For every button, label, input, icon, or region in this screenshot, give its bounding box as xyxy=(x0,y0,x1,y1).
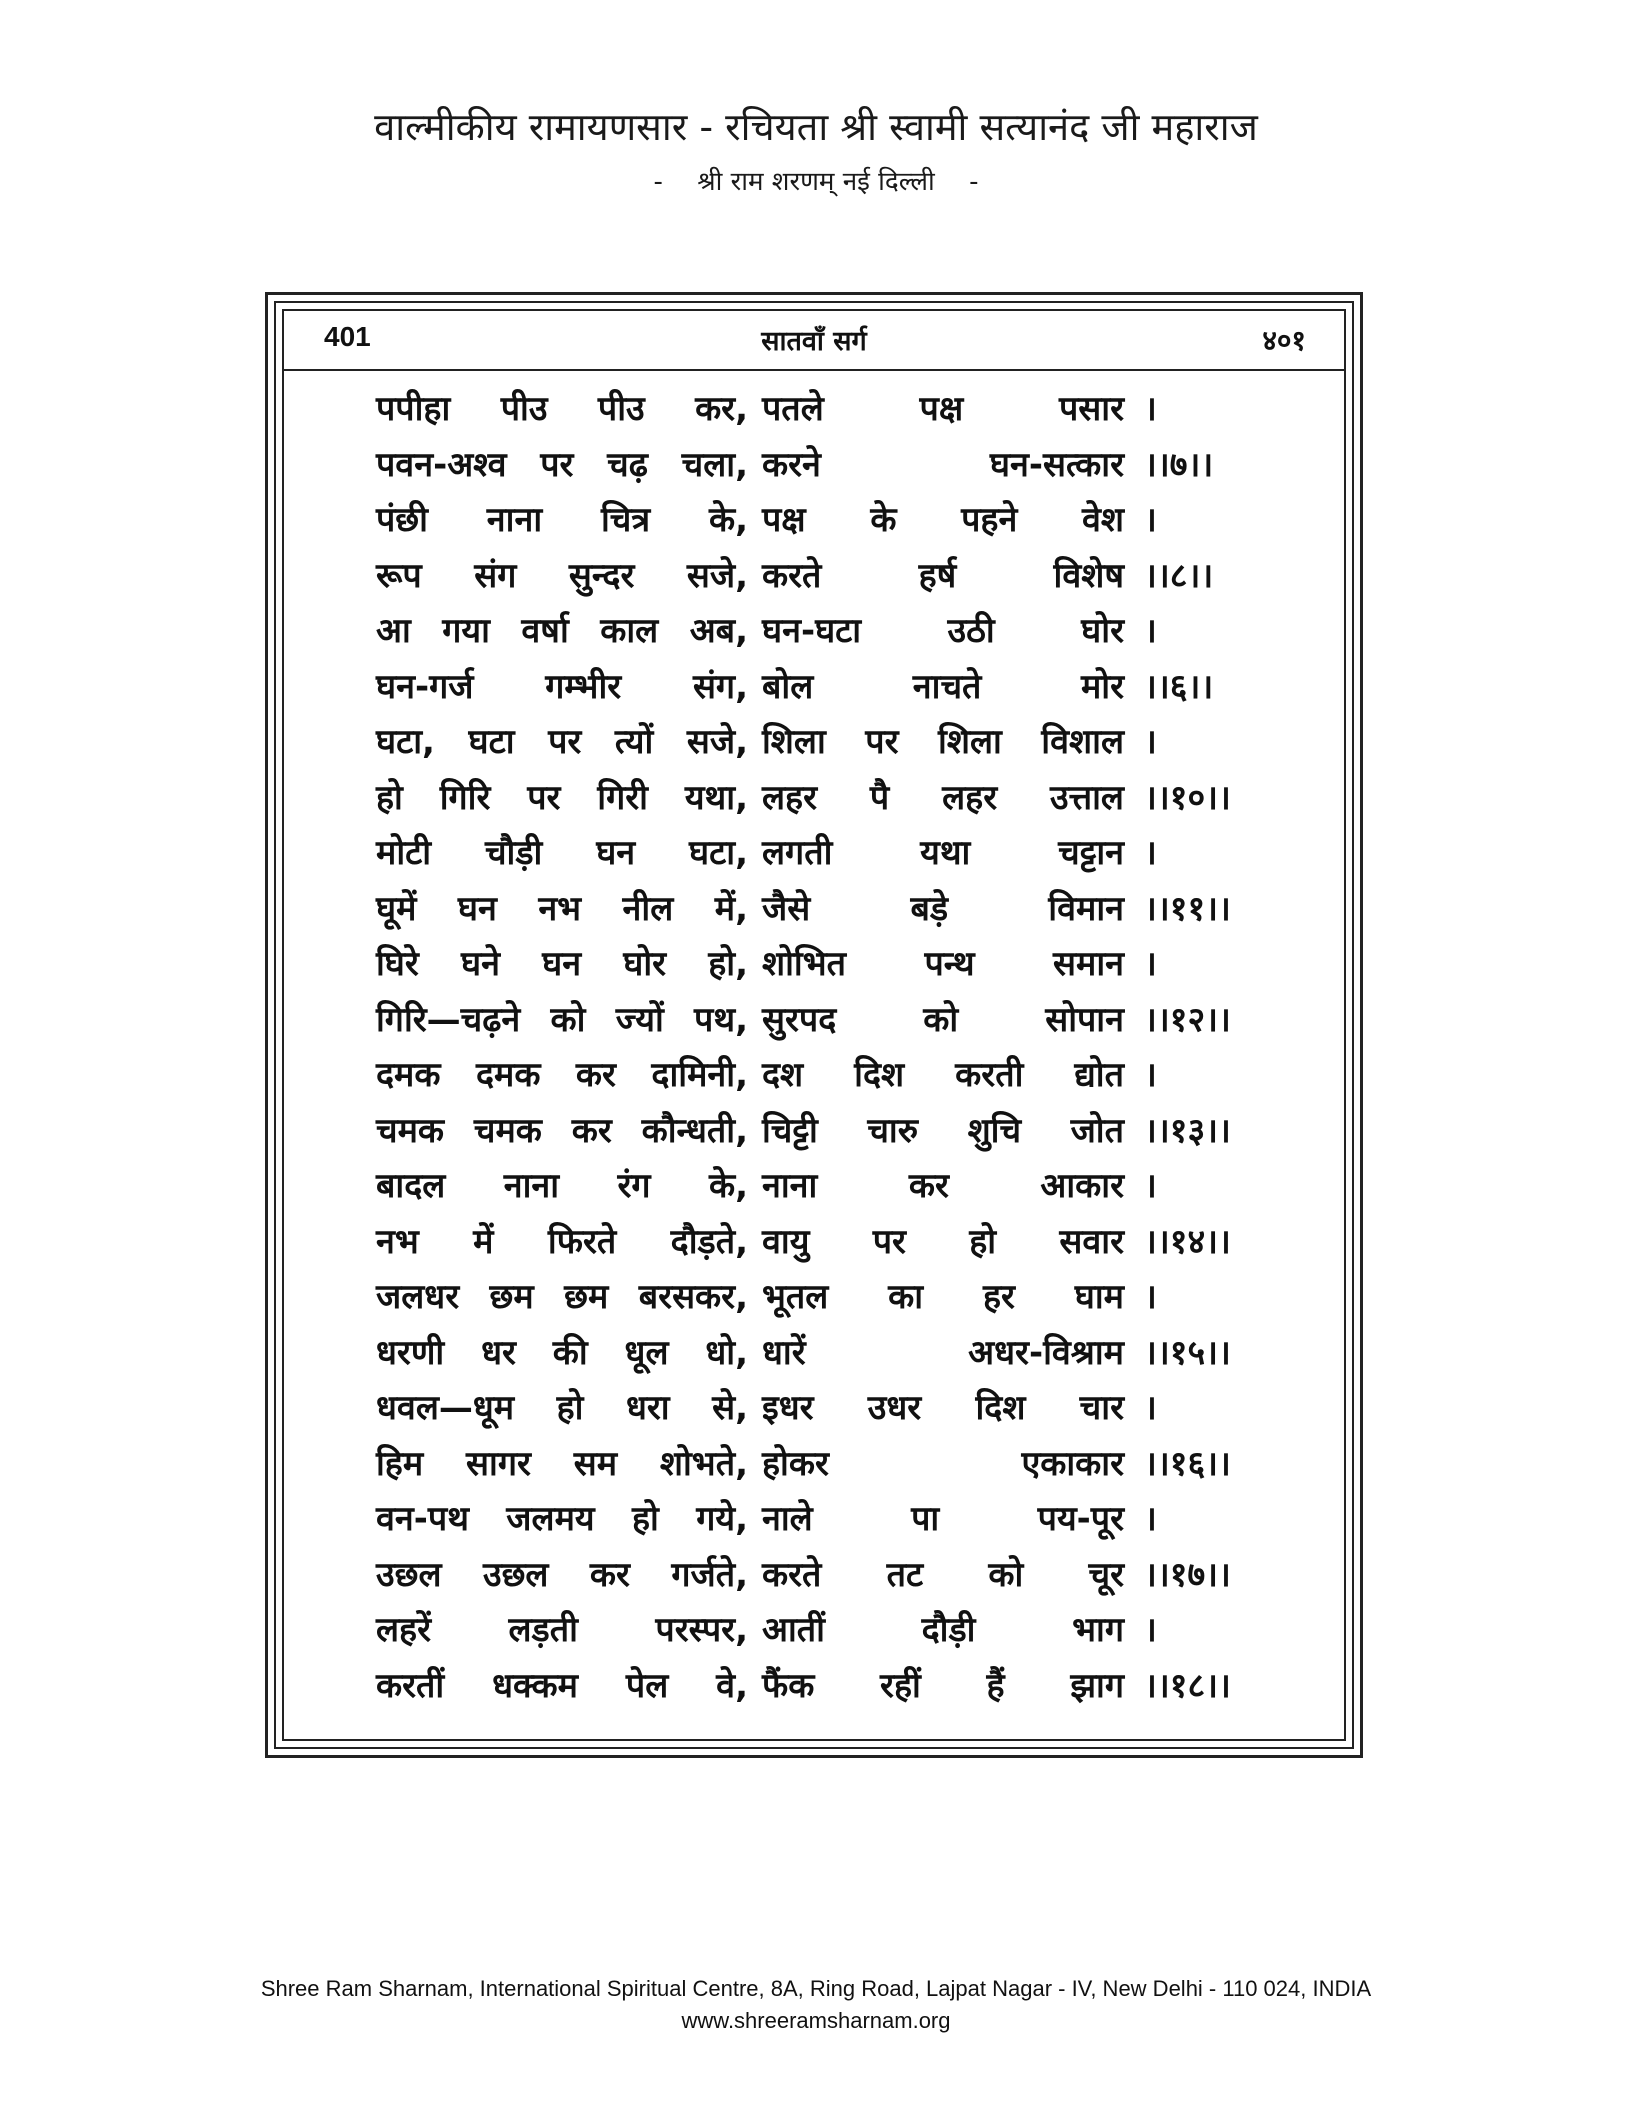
verse-first-half: बादल नाना रंग के, xyxy=(376,1166,748,1206)
verse-line xyxy=(284,881,1344,937)
verse-number-mark: । xyxy=(1144,1277,1157,1317)
verse-line xyxy=(284,659,1344,715)
verse-first-half: घिरे घने घन घोर हो, xyxy=(376,944,748,984)
verse-second-half: करने घन-सत्कार xyxy=(762,444,1124,485)
verse-second-half: वायु पर हो सवार xyxy=(762,1221,1124,1262)
verse-first-half: मोटी चौड़ी घन घटा, xyxy=(376,833,748,873)
verse-first-half: रूप संग सुन्दर सजे, xyxy=(376,555,748,596)
verse-number-mark: । xyxy=(1144,500,1157,540)
verse-line xyxy=(284,1158,1344,1214)
verse-second-half: भूतल का हर घाम xyxy=(762,1277,1124,1317)
verse-line xyxy=(284,936,1344,992)
verse-first-half: घटा, घटा पर त्यों सजे, xyxy=(376,722,748,762)
verse-number-mark: ।।७।। xyxy=(1144,444,1214,485)
verse-line xyxy=(284,1658,1344,1714)
verse-line xyxy=(284,1547,1344,1603)
verse-number-mark: । xyxy=(1144,611,1157,651)
verse-number-mark: । xyxy=(1144,944,1157,984)
verse-first-half: उछल उछल कर गर्जते, xyxy=(376,1554,748,1595)
verse-number-mark: ।।१८।। xyxy=(1144,1665,1231,1706)
verse-second-half: शिला पर शिला विशाल xyxy=(762,722,1124,762)
verse-first-half: जलधर छम छम बरसकर, xyxy=(376,1277,748,1317)
footer-address: Shree Ram Sharnam, International Spiritual Centre, 8A, Ring Road, Lajpat Nagar - IV, New Delhi - 110 024, INDIA xyxy=(260,1976,1372,2001)
verse-first-half: गिरि—चढ़ने को ज्यों पथ, xyxy=(376,999,748,1040)
verse-number-mark: ।।१०।। xyxy=(1144,777,1231,818)
verse-number-mark: । xyxy=(1144,833,1157,873)
verse-line xyxy=(284,1380,1344,1436)
verse-number-mark: । xyxy=(1144,1166,1157,1206)
verse-line xyxy=(284,1436,1344,1492)
verse-first-half: करतीं धक्कम पेल वे, xyxy=(376,1665,748,1706)
verse-second-half: बोल नाचते मोर xyxy=(762,666,1124,707)
verse-second-half: फैंक रहीं हैं झाग xyxy=(762,1665,1124,1706)
verse-line xyxy=(284,548,1344,604)
verse-line xyxy=(284,1602,1344,1658)
verse-second-half: जैसे बड़े विमान xyxy=(762,888,1124,929)
verse-second-half: चिट्टी चारु शुचि जोत xyxy=(762,1110,1124,1151)
verse-second-half: पतले पक्ष पसार xyxy=(762,389,1124,429)
verse-line xyxy=(284,1103,1344,1159)
page-number-arabic: 401 xyxy=(324,321,371,352)
verse-second-half: करते हर्ष विशेष xyxy=(762,555,1124,596)
subtitle-dash-right: - xyxy=(969,167,979,197)
verse-second-half: लगती यथा चट्टान xyxy=(762,833,1124,873)
verse-number-mark: । xyxy=(1144,389,1157,429)
verse-number-mark: ।।६।। xyxy=(1144,666,1214,707)
verse-line xyxy=(284,603,1344,659)
verse-first-half: हिम सागर सम शोभते, xyxy=(376,1443,748,1484)
verse-number-mark: ।।११।। xyxy=(1144,888,1231,929)
verse-first-half: पवन-अश्व पर चढ़ चला, xyxy=(376,444,748,485)
verse-line xyxy=(284,1214,1344,1270)
verse-first-half: धवल—धूम हो धरा से, xyxy=(376,1388,748,1428)
verse-line xyxy=(284,381,1344,437)
verse-first-half: लहरें लड़ती परस्पर, xyxy=(376,1610,748,1650)
page-header xyxy=(284,311,1344,371)
verse-number-mark: ।।१६।। xyxy=(1144,1443,1231,1484)
verse-second-half: पक्ष के पहने वेश xyxy=(762,500,1124,540)
subtitle-text: श्री राम शरणम् नई दिल्ली xyxy=(697,167,935,197)
document-title: वाल्मीकीय रामायणसार - रचियता श्री स्वामी सत्यानंद जी महाराज xyxy=(374,105,1258,149)
verse-number-mark: । xyxy=(1144,1388,1157,1428)
verse-second-half: आतीं दौड़ी भाग xyxy=(762,1610,1124,1650)
footer-website: www.shreeramsharnam.org xyxy=(681,2008,951,2033)
page-number-devanagari: ४०१ xyxy=(1262,324,1306,357)
subtitle-dash-left: - xyxy=(653,167,663,197)
verse-line xyxy=(284,1047,1344,1103)
verse-first-half: दमक दमक कर दामिनी, xyxy=(376,1055,748,1095)
verse-number-mark: ।।१४।। xyxy=(1144,1221,1231,1262)
verse-second-half: दश दिश करती द्योत xyxy=(762,1055,1124,1095)
verse-line xyxy=(284,825,1344,881)
verse-second-half: शोभित पन्थ समान xyxy=(762,944,1124,984)
verse-first-half: नभ में फिरते दौड़ते, xyxy=(376,1221,748,1262)
verse-first-half: धरणी धर की धूल धो, xyxy=(376,1332,748,1373)
verse-second-half: नाना कर आकार xyxy=(762,1166,1124,1206)
verse-first-half: घन-गर्ज गम्भीर संग, xyxy=(376,666,748,707)
verse-line xyxy=(284,1269,1344,1325)
verse-second-half: घन-घटा उठी घोर xyxy=(762,611,1124,651)
verse-line xyxy=(284,492,1344,548)
page-content-box xyxy=(282,309,1346,1741)
verse-first-half: पपीहा पीउ पीउ कर, xyxy=(376,389,748,429)
page-frame xyxy=(265,292,1363,1758)
verse-line xyxy=(284,1325,1344,1381)
chapter-title: सातवाँ सर्ग xyxy=(761,326,867,357)
verse-number-mark: । xyxy=(1144,1610,1157,1650)
verse-number-mark: । xyxy=(1144,1055,1157,1095)
verse-number-mark: ।।१३।। xyxy=(1144,1110,1231,1151)
verse-first-half: घूमें घन नभ नील में, xyxy=(376,888,748,929)
verse-number-mark: ।।१५।। xyxy=(1144,1332,1231,1373)
verse-second-half: करते तट को चूर xyxy=(762,1554,1124,1595)
document-subtitle xyxy=(0,162,1632,198)
verse-line xyxy=(284,437,1344,493)
verse-number-mark: ।।८।। xyxy=(1144,555,1214,596)
verse-first-half: वन-पथ जलमय हो गये, xyxy=(376,1499,748,1539)
verse-second-half: धारें अधर-विश्राम xyxy=(762,1332,1124,1373)
verse-number-mark: ।।१२।। xyxy=(1144,999,1231,1040)
verse-second-half: इधर उधर दिश चार xyxy=(762,1388,1124,1428)
verse-second-half: नाले पा पय-पूर xyxy=(762,1499,1124,1539)
verse-first-half: आ गया वर्षा काल अब, xyxy=(376,611,748,651)
verse-first-half: पंछी नाना चित्र के, xyxy=(376,500,748,540)
verse-number-mark: । xyxy=(1144,722,1157,762)
verse-second-half: लहर पै लहर उत्ताल xyxy=(762,777,1124,818)
verse-first-half: चमक चमक कर कौन्धती, xyxy=(376,1110,748,1151)
verse-first-half: हो गिरि पर गिरी यथा, xyxy=(376,777,748,818)
verse-line xyxy=(284,770,1344,826)
verse-second-half: सुरपद को सोपान xyxy=(762,999,1124,1040)
verse-second-half: होकर एकाकार xyxy=(762,1443,1124,1484)
verse-line xyxy=(284,992,1344,1048)
verse-number-mark: ।।१७।। xyxy=(1144,1554,1231,1595)
verse-number-mark: । xyxy=(1144,1499,1157,1539)
verse-line xyxy=(284,1491,1344,1547)
verse-line xyxy=(284,714,1344,770)
